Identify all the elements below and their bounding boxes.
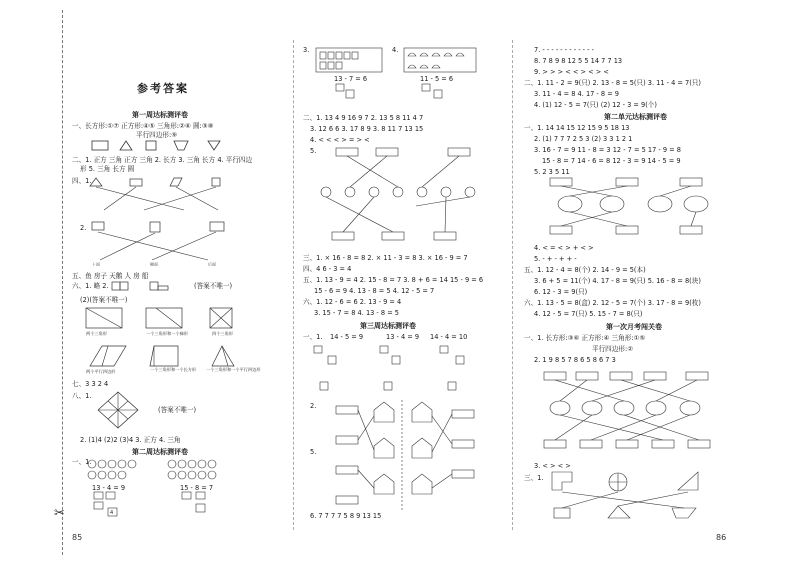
answer-line: 6. 7 7 7 7 5 8 9 13 15: [310, 512, 382, 520]
answer-line: 2. 1 9 8 5 7 8 6 5 8 6 7 3: [534, 356, 616, 364]
answer-line: 四、1.: [72, 177, 92, 185]
number-cell: 4: [110, 510, 114, 516]
house-matching-figure: [316, 400, 492, 516]
answer-line: 2.: [310, 402, 317, 410]
equation: 13 - 4 = 9: [92, 484, 126, 492]
answer-line: 五、鱼 房子 天鹅 人 房 船: [72, 272, 149, 280]
equation: 13 - 7 = 6: [334, 75, 368, 83]
frog-fish-matching-figure: [540, 368, 720, 452]
answer-line: 3.: [303, 46, 310, 54]
equation: 11 - 5 = 6: [420, 75, 454, 83]
answer-line: 2.: [80, 224, 87, 232]
answer-note: (答案不唯一): [194, 282, 233, 290]
answer-line: 平行四边形:⑨: [136, 131, 178, 139]
page-title: 参考答案: [137, 82, 189, 95]
answer-line: 二、1. 11 - 2 = 9(只) 2. 13 - 8 = 5(只) 3. 11 - 4 = 7(只): [524, 79, 701, 87]
tomato-counting-figure: [86, 458, 156, 482]
week3-title: 第三周达标测评卷: [360, 322, 416, 330]
column-divider: [512, 40, 513, 530]
answer-line: 一、1. 14 14 15 12 15 9 5 18 13: [524, 124, 630, 132]
answer-line: 7. - - - - - - - - - - - -: [534, 46, 594, 54]
week2-title: 第二周达标测评卷: [132, 448, 188, 456]
answer-line: 4.: [392, 46, 399, 54]
answer-line: 3. < > < >: [534, 462, 571, 470]
answer-line: 六、1. 12 - 6 = 6 2. 13 - 9 = 4: [303, 298, 402, 306]
answer-line: 2. (1)4 (2)2 (3)4 3. 正方 4. 三角: [80, 436, 181, 444]
frog-matching-figure: [540, 176, 720, 240]
answer-line: 一、1. 长方形:③⑥ 正方形:④ 三角形:①⑤: [524, 334, 646, 342]
answer-line: 3. 16 - 7 = 9 11 - 8 = 3 12 - 7 = 5 17 - 9 = 8: [534, 146, 681, 154]
cut-line: [62, 10, 63, 555]
answer-line: 3. 15 - 7 = 8 4. 13 - 8 = 5: [314, 309, 400, 317]
answer-line: 5.: [310, 147, 317, 155]
equation: 13 - 4 = 9: [386, 333, 420, 341]
umbrella-counting-figure: [402, 46, 478, 76]
answer-note: (答案不唯一): [158, 406, 197, 414]
answer-line: 4. 12 - 5 = 7(只) 5. 15 - 7 = 8(只): [534, 310, 643, 318]
answer-line: 4. < < < > = > <: [310, 136, 370, 144]
shape-matching-figure: [548, 468, 718, 522]
answer-line: 2. (1) 7 7 7 2 5 3 (2) 3 3 1 2 1: [534, 135, 633, 143]
answer-line: 3. 11 - 4 = 8 4. 17 - 8 = 9: [534, 90, 620, 98]
equation: 14 - 4 = 10: [430, 333, 468, 341]
svg-text:后面: 后面: [208, 262, 216, 266]
answer-line: 五、1. 13 - 9 = 4 2. 15 - 8 = 7 3. 8 + 6 = 14 15 - 9 = 6: [303, 276, 484, 284]
answer-line: 15 - 6 = 9 4. 13 - 8 = 5 4. 12 - 5 = 7: [314, 287, 435, 295]
answer-line: 9. > > > < < > < > <: [534, 68, 609, 76]
shape-caption: 一个三角形和一个长方形: [150, 367, 197, 372]
number-tree-figure: [92, 490, 242, 518]
shape-caption: 一个三角形和一个平行四边形: [206, 367, 261, 372]
fish-matching-figure: [316, 146, 496, 246]
answer-line: 五、1. 12 - 4 = 8(个) 2. 14 - 9 = 5(本): [524, 266, 646, 274]
answer-line: 一、1.: [303, 333, 323, 341]
answer-line: (2)(答案不唯一): [80, 296, 128, 304]
page-number-left: 85: [72, 533, 83, 542]
shape-row-icon: [90, 138, 240, 152]
page-number-right: 86: [716, 533, 727, 542]
tangram-figure: [88, 390, 148, 430]
answer-line: 一、1.: [72, 458, 92, 466]
answer-line: 一、长方形:①⑦ 正方形:④⑤ 三角形:②⑥ 圆:③⑧: [72, 122, 214, 130]
answer-line: 15 - 8 = 7 14 - 6 = 8 12 - 3 = 9 14 - 5 = 9: [542, 157, 681, 165]
answer-line: 4. < = < > + < >: [534, 244, 594, 252]
answer-line: 平行四边形:②: [592, 345, 634, 353]
svg-text:上面: 上面: [92, 262, 100, 266]
apple-counting-figure: [166, 458, 236, 482]
answer-line: 6. 12 - 3 = 9(只): [534, 288, 588, 296]
cup-counting-figure: [314, 46, 384, 76]
answer-line: 三、1.: [524, 474, 544, 482]
answer-line: 四、4 6 - 3 = 4: [303, 265, 352, 273]
cube-drawing: [110, 280, 190, 292]
number-tree-figure: [310, 342, 490, 400]
shape-caption: 两个三角形: [86, 331, 107, 336]
exam-title: 第一次月考闯关卷: [606, 323, 662, 331]
week1-title: 第一周达标测评卷: [132, 111, 188, 119]
answer-line: 二、1. 正方 三角 正方 三角 2. 长方 3. 三角 长方 4. 平行四边: [72, 156, 253, 164]
shape-caption: 四个三角形: [212, 331, 233, 336]
answer-line: 5. 2 3 5 11: [534, 168, 570, 176]
answer-line: 3. 6 + 5 = 11(个) 4. 17 - 8 = 9(只) 5. 16 - 8 = 8(块): [534, 277, 701, 285]
scissors-icon: ✂: [54, 506, 65, 521]
answer-line: 六、1. 13 - 5 = 8(盒) 2. 12 - 5 = 7(个) 3. 17 - 8 = 9(枚): [524, 299, 701, 307]
shape-caption: 一个三角形和一个梯形: [146, 331, 188, 336]
matching-lines-figure: [90, 220, 240, 266]
svg-text:侧面: 侧面: [150, 262, 158, 266]
answer-line: 形 5. 三角 长方 圆: [80, 165, 135, 173]
number-tree-figure: [330, 82, 480, 104]
column-divider: [293, 40, 294, 530]
answer-line: 5.: [310, 448, 317, 456]
answer-line: 3. 12 6 6 3. 17 8 9 3. 8 11 7 13 15: [310, 125, 424, 133]
answer-line: 二、1. 13 4 9 16 9 7 2. 13 5 8 11 4 7: [303, 114, 424, 122]
answer-line: 8. 7 8 9 8 12 5 5 14 7 7 13: [534, 57, 623, 65]
answer-line: 4. (1) 12 - 5 = 7(只) (2) 12 - 3 = 9(个): [534, 101, 657, 109]
answer-line: 七、3 3 2 4: [72, 380, 109, 388]
shape-caption: 两个平行四边形: [86, 369, 116, 374]
equation: 15 - 8 = 7: [180, 484, 214, 492]
matching-lines-figure: [84, 176, 234, 216]
answer-line: 5. - + - + + -: [534, 255, 577, 263]
equation: 14 - 5 = 9: [330, 333, 364, 341]
answer-line: 八、1.: [72, 392, 92, 400]
answer-line: 三、1. × 16 - 8 = 8 2. × 11 - 3 = 8 3. × 16 - 9 = 7: [303, 254, 468, 262]
unit2-title: 第二单元达标测评卷: [604, 113, 667, 121]
answer-line: 六、1. 略 2.: [72, 282, 109, 290]
